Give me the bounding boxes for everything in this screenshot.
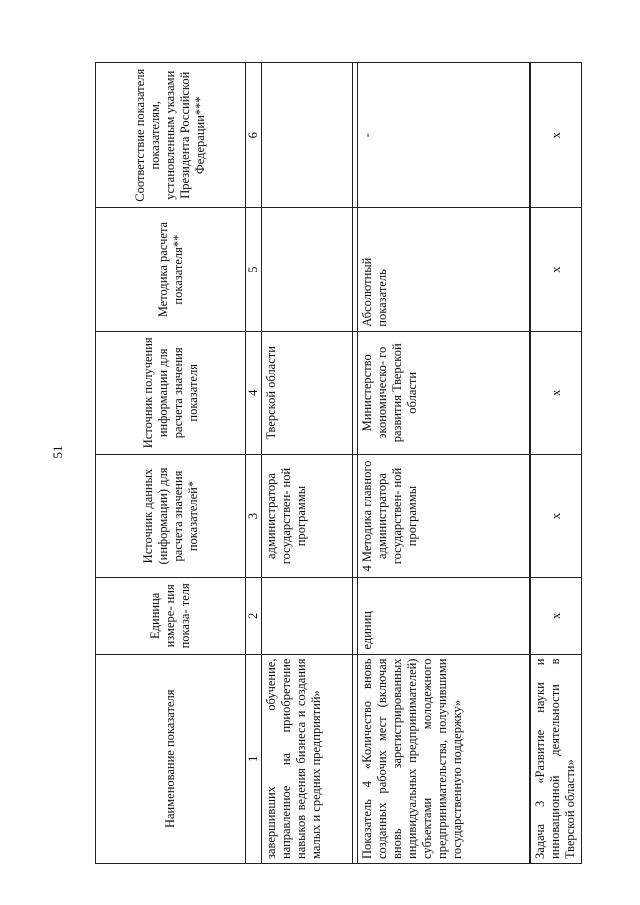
column-numbers-row (246, 63, 262, 864)
data-source-cell: х (530, 454, 581, 577)
table-row (262, 63, 353, 864)
unit-cell: единиц (358, 578, 530, 654)
data-source-cell: администратора государствен- ной программы (262, 454, 353, 577)
method-cell: х (530, 208, 581, 331)
header-info-source: Источник получения информации для расчета значения показателя (96, 331, 246, 454)
indicator-name-cell: Показатель 4 «Количество вновь созданных рабочих мест (включая вновь зарегистрированных индивидуальных предпринимателей) субъектами молодежного предпринимательства, получившими государственную поддержку» (358, 654, 530, 863)
unit-cell: х (530, 578, 581, 654)
method-cell: Абсолютный показатель (358, 208, 530, 331)
info-source-cell: Министерство экономическо- го развития Тверской области (358, 331, 530, 454)
indicators-table (95, 62, 582, 864)
rotated-table-sheet (95, 62, 582, 864)
column-number: 4 (246, 331, 262, 454)
data-source-cell: 4 Методика главного администратора государствен- ной программы (358, 454, 530, 577)
table-row (530, 63, 581, 864)
method-cell (262, 208, 353, 331)
header-data-source: Источник данных (информации) для расчета значения показателей* (96, 454, 246, 577)
header-row (96, 63, 246, 864)
header-unit: Единица измере- ния показа- теля (96, 578, 246, 654)
compliance-cell (262, 63, 353, 208)
compliance-cell: - (358, 63, 530, 208)
column-number: 5 (246, 208, 262, 331)
column-number: 2 (246, 578, 262, 654)
info-source-cell: х (530, 331, 581, 454)
compliance-cell: х (530, 63, 581, 208)
header-name: Наименование показателя (96, 654, 246, 863)
indicator-name-cell: завершивших обучение, направленное на приобретение навыков ведения бизнеса и создания малых и средних предприятий» (262, 654, 353, 863)
info-source-cell: Тверской области (262, 331, 353, 454)
header-method: Методика расчета показателя** (96, 208, 246, 331)
task-name-cell: Задача 3 «Развитие науки и инновационной деятельности в Тверской области» (530, 654, 581, 863)
page-number: 51 (50, 445, 65, 459)
column-number: 3 (246, 454, 262, 577)
header-compliance: Соответствие показателя показателям, установленным указами Президента Российской Федерации*** (96, 63, 246, 208)
unit-cell (262, 578, 353, 654)
column-number: 6 (246, 63, 262, 208)
table-row (358, 63, 530, 864)
column-number: 1 (246, 654, 262, 863)
